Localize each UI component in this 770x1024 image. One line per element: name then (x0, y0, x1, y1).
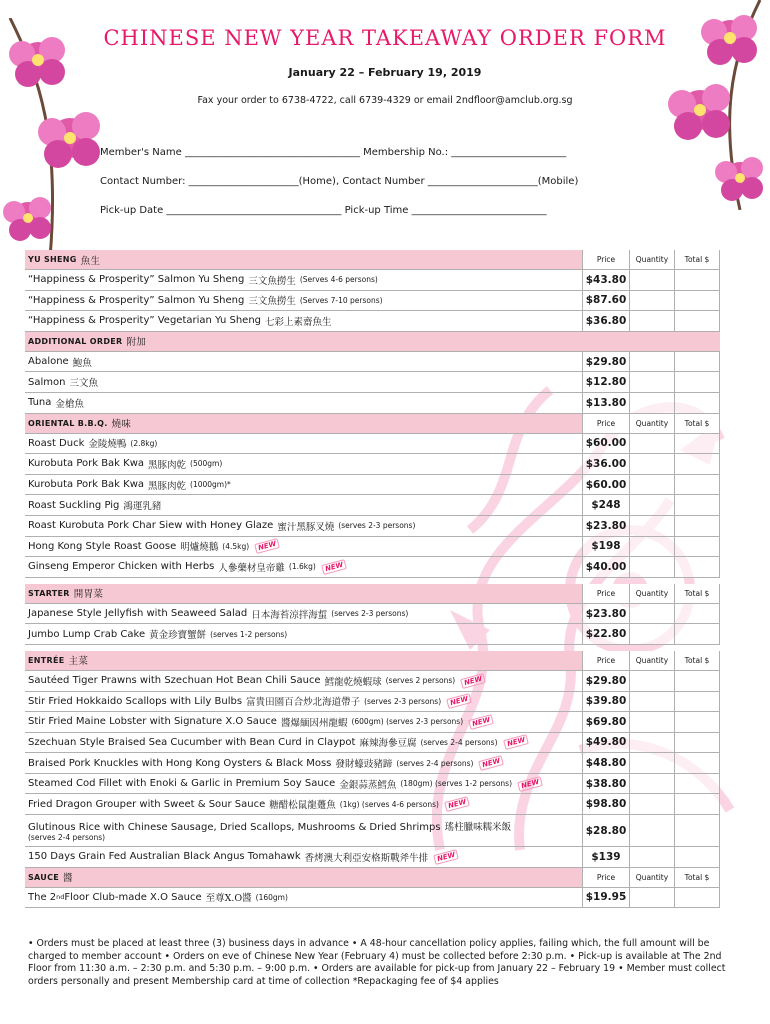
contact-line: Fax your order to 6738-4722, call 6739-4329 or email 2ndfloor@amclub.org.sg (197, 95, 573, 106)
quantity-input[interactable] (630, 291, 675, 311)
new-badge: NEW (433, 849, 459, 865)
quantity-input[interactable] (630, 454, 675, 474)
table-row: The 2 nd Floor Club-made X.O Sauce 至尊X.O醬 (160gm) $19.95 (25, 888, 720, 909)
quantity-input[interactable] (630, 794, 675, 814)
quantity-input[interactable] (630, 671, 675, 691)
quantity-input[interactable] (630, 712, 675, 732)
total-cell[interactable] (675, 372, 720, 392)
quantity-input[interactable] (630, 516, 675, 536)
total-cell[interactable] (675, 794, 720, 814)
total-cell[interactable] (675, 434, 720, 454)
table-row: Kurobuta Pork Bak Kwa 黑豚肉乾 (500gm) $36.00 (25, 454, 720, 475)
table-row: Ginseng Emperor Chicken with Herbs 人參藥材皇帝雞 (1.6kg) NEW $40.00 (25, 557, 720, 578)
quantity-input[interactable] (630, 475, 675, 495)
table-row: Kurobuta Pork Bak Kwa 黑豚肉乾 (1000gm)* $60.00 (25, 475, 720, 496)
section-header-sauce: SAUCE 醬 Price Quantity Total $ (25, 868, 720, 888)
pickup-date-time-field[interactable]: Pick-up Date ___________________________________ Pick-up Time ___________________________ (100, 205, 547, 216)
table-row: Abalone 鮑魚 $29.80 (25, 352, 720, 373)
section-header-entree: ENTRÉE 主菜 Price Quantity Total $ (25, 651, 720, 671)
new-badge: NEW (446, 693, 472, 709)
quantity-input[interactable] (630, 393, 675, 413)
quantity-input[interactable] (630, 434, 675, 454)
promotion-dates: January 22 – February 19, 2019 (288, 66, 482, 79)
total-cell[interactable] (675, 557, 720, 577)
total-cell[interactable] (675, 671, 720, 691)
total-cell[interactable] (675, 311, 720, 331)
quantity-input[interactable] (630, 270, 675, 290)
table-row: Roast Duck 金陵燒鴨 (2.8kg) $60.00 (25, 434, 720, 455)
table-row: Steamed Cod Fillet with Enoki & Garlic in Premium Soy Sauce 金銀蒜蒸鱈魚 (180gm) (serves 1-2 persons) NEW $38.80 (25, 774, 720, 795)
new-badge: NEW (444, 796, 470, 812)
section-header-bbq: ORIENTAL B.B.Q. 燒味 Price Quantity Total $ (25, 414, 720, 434)
table-row: “Happiness & Prosperity” Salmon Yu Sheng 三文魚撈生 (Serves 7-10 persons) $87.60 (25, 291, 720, 312)
total-cell[interactable] (675, 733, 720, 753)
quantity-input[interactable] (630, 604, 675, 624)
total-cell[interactable] (675, 847, 720, 867)
table-row: “Happiness & Prosperity” Vegetarian Yu Sheng 七彩上素齋魚生 $36.80 (25, 311, 720, 332)
table-row: Stir Fried Maine Lobster with Signature X.O Sauce 醬爆緬因州龍蝦 (600gm) (serves 2-3 persons) NEW $69.80 (25, 712, 720, 733)
total-cell[interactable] (675, 753, 720, 773)
total-cell[interactable] (675, 475, 720, 495)
quantity-input[interactable] (630, 847, 675, 867)
total-cell[interactable] (675, 516, 720, 536)
new-badge: NEW (503, 735, 529, 751)
contact-number-field[interactable]: Contact Number: ______________________(Home), Contact Number ______________________(Mobile) (100, 176, 579, 187)
quantity-input[interactable] (630, 372, 675, 392)
table-row: Glutinous Rice with Chinese Sausage, Dried Scallops, Mushrooms & Dried Shrimps 瑤柱臘味糯米飯 (serves 2-4 persons) $28.80 (25, 815, 720, 847)
section-header-starter: STARTER 開胃菜 Price Quantity Total $ (25, 584, 720, 604)
total-cell[interactable] (675, 537, 720, 557)
total-cell[interactable] (675, 774, 720, 794)
section-header-yusheng: YU SHENG 魚生 Price Quantity Total $ (25, 250, 720, 270)
quantity-input[interactable] (630, 557, 675, 577)
total-cell[interactable] (675, 815, 720, 846)
table-row: Japanese Style Jellyfish with Seaweed Salad 日本海苔涼拌海蜇 (serves 2-3 persons) $23.80 (25, 604, 720, 625)
new-badge: NEW (517, 776, 543, 792)
new-badge: NEW (321, 559, 347, 575)
plum-blossom-left-icon (0, 18, 110, 258)
table-row: Hong Kong Style Roast Goose 明爐燒鵝 (4.5kg) NEW $198 (25, 537, 720, 558)
new-badge: NEW (468, 714, 494, 730)
new-badge: NEW (254, 538, 280, 554)
order-table (25, 250, 720, 908)
table-row: Sautéed Tiger Prawns with Szechuan Hot Bean Chili Sauce 鱈龍乾燒蝦球 (serves 2 persons) NEW $29.80 (25, 671, 720, 692)
total-cell[interactable] (675, 270, 720, 290)
table-row: 150 Days Grain Fed Australian Black Angus Tomahawk 香烤澳大利亞安格斯戰斧牛排 NEW $139 (25, 847, 720, 868)
quantity-input[interactable] (630, 753, 675, 773)
table-row: Roast Kurobuta Pork Char Siew with Honey Glaze 蜜汁黑豚叉燒 (serves 2-3 persons) $23.80 (25, 516, 720, 537)
form-title: CHINESE NEW YEAR TAKEAWAY ORDER FORM (103, 26, 667, 50)
total-cell[interactable] (675, 393, 720, 413)
table-row: Braised Pork Knuckles with Hong Kong Oysters & Black Moss 發財蠔豉豬蹄 (serves 2-4 persons) NEW $48.80 (25, 753, 720, 774)
table-row: Salmon 三文魚 $12.80 (25, 372, 720, 393)
member-name-field[interactable]: Member's Name ___________________________________ Membership No.: _______________________ (100, 147, 567, 158)
total-cell[interactable] (675, 291, 720, 311)
quantity-input[interactable] (630, 815, 675, 846)
total-cell[interactable] (675, 495, 720, 515)
quantity-input[interactable] (630, 692, 675, 712)
quantity-input[interactable] (630, 537, 675, 557)
terms-footer: • Orders must be placed at least three (3) business days in advance • A 48-hour cancellation policy applies, failing which, the full amount will be charged to member account • Orders on eve of Chinese New Year (February 4) must be collected before 2:30 p.m. • Pick-up is available at The 2nd Floor from 11:30 a.m. – 2:30 p.m. and 5:30 p.m. – 9:00 p.m. • Orders are available for pick-up from January 22 – February 19 • Member must collect orders personally and present Membership card at time of collection *Repackaging fee of $4 applies (28, 938, 726, 987)
table-row: Szechuan Style Braised Sea Cucumber with Bean Curd in Claypot 麻辣海參豆腐 (serves 2-4 persons) NEW $49.80 (25, 733, 720, 754)
table-row: Roast Suckling Pig 鴻運乳豬 $248 (25, 495, 720, 516)
table-row: Tuna 金槍魚 $13.80 (25, 393, 720, 414)
quantity-input[interactable] (630, 311, 675, 331)
total-cell[interactable] (675, 454, 720, 474)
new-badge: NEW (460, 673, 486, 689)
table-row: Fried Dragon Grouper with Sweet & Sour Sauce 糖醋松鼠龍躉魚 (1kg) (serves 4-6 persons) NEW $98.80 (25, 794, 720, 815)
table-row: Stir Fried Hokkaido Scallops with Lily Bulbs 富貴田園百合炒北海道帶子 (serves 2-3 persons) NEW $39.80 (25, 692, 720, 713)
quantity-input[interactable] (630, 624, 675, 644)
total-cell[interactable] (675, 888, 720, 908)
quantity-input[interactable] (630, 733, 675, 753)
total-cell[interactable] (675, 604, 720, 624)
quantity-input[interactable] (630, 774, 675, 794)
table-row: “Happiness & Prosperity” Salmon Yu Sheng 三文魚撈生 (Serves 4-6 persons) $43.80 (25, 270, 720, 291)
quantity-input[interactable] (630, 495, 675, 515)
section-header-additional: ADDITIONAL ORDER 附加 (25, 332, 720, 352)
total-cell[interactable] (675, 712, 720, 732)
total-cell[interactable] (675, 352, 720, 372)
table-row: Jumbo Lump Crab Cake 黄金珍寶蟹餅 (serves 1-2 persons) $22.80 (25, 624, 720, 645)
new-badge: NEW (479, 755, 505, 771)
quantity-input[interactable] (630, 352, 675, 372)
total-cell[interactable] (675, 692, 720, 712)
quantity-input[interactable] (630, 888, 675, 908)
total-cell[interactable] (675, 624, 720, 644)
